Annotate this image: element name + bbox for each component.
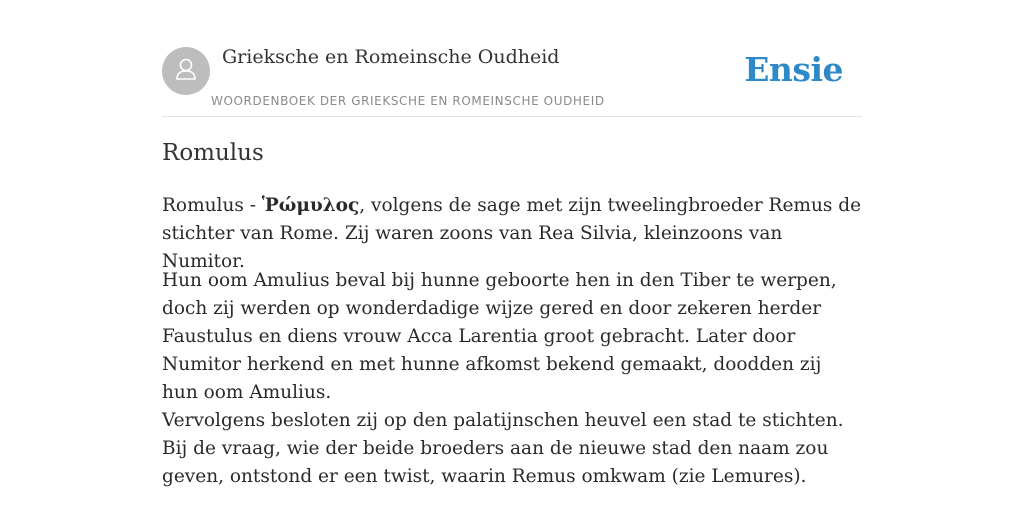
page-container	[162, 0, 862, 487]
user-icon	[171, 54, 201, 88]
avatar[interactable]	[162, 47, 210, 95]
paragraph-1-prefix: Romulus -	[162, 195, 262, 216]
dictionary-subtitle: WOORDENBOEK DER GRIEKSCHE EN ROMEINSCHE OUDHEID	[211, 94, 605, 108]
page-title: Romulus	[162, 140, 264, 166]
brand-logo[interactable]: Ensie	[744, 50, 843, 89]
greek-name: Ῥώμυλος	[261, 195, 360, 216]
dictionary-title[interactable]: Grieksche en Romeinsche Oudheid	[222, 46, 560, 68]
header	[162, 0, 862, 117]
paragraph-1-text: , volgens de sage met zijn tweelingbroeder Remus de stichter van Rome. Zij waren zoons van Rea Silvia, kleinzoons van Numitor.	[162, 195, 862, 272]
paragraph-2: Hun oom Amulius beval bij hunne geboorte hen in den Tiber te werpen, doch zij werden op wonderdadige wijze gered en door zekeren herder Faustulus en diens vrouw Acca Larentia groot gebracht. Later door Numitor herkend en met hunne afkomst bekend gemaakt, doodden zij hun oom Amulius.	[162, 270, 837, 403]
paragraph-3: Vervolgens besloten zij op den palatijnschen heuvel een stad te stichten. Bij de vraag, wie der beide broeders aan de nieuwe stad den naam zou geven, ontstond er een twist, waarin Remus omkwam (zie Lemures).	[162, 410, 844, 487]
paragraph-1	[162, 192, 862, 276]
